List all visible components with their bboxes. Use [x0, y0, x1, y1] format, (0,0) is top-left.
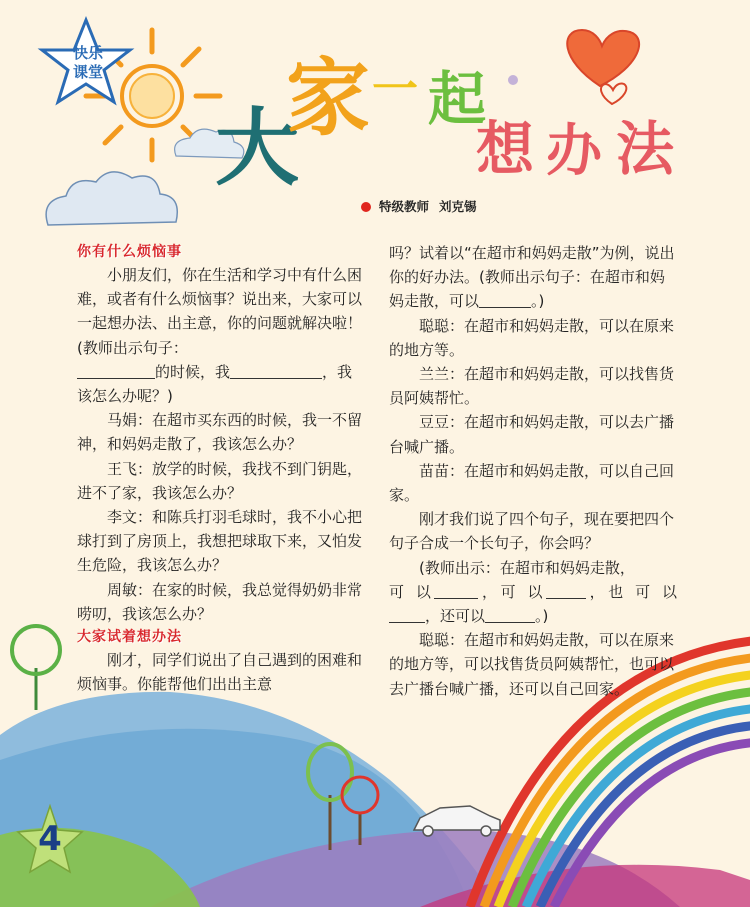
- paragraph-text: 李文：和陈兵打羽毛球时，我不小心把球打到了房顶上，我想把球取下来，又怕发生危险，我该怎么办？: [77, 508, 363, 575]
- section-heading: 你有什么烦恼事: [77, 244, 182, 260]
- paragraph: [77, 263, 364, 360]
- title-char: 大: [215, 99, 300, 197]
- title-char: 想: [476, 115, 535, 183]
- heart-icon: [567, 30, 639, 104]
- paragraph: [77, 360, 364, 384]
- paragraph: [77, 648, 364, 696]
- paragraph-text: 。): [531, 292, 545, 311]
- paragraph-text: 。): [535, 607, 549, 626]
- paragraph-text: 吗？试着以“在超市和妈妈走散”为例，说出你的好办法。(教师出示句子：在超市和妈妈走散，可以: [389, 244, 675, 311]
- paragraph-text: 的时候，我: [155, 362, 231, 381]
- fill-blank: [434, 584, 478, 599]
- left-column: [77, 241, 364, 696]
- title-char: 法: [616, 115, 675, 183]
- cloud-icon: [46, 172, 177, 225]
- byline-name: 刘克锡: [439, 199, 477, 214]
- title-char: 办: [546, 119, 602, 184]
- title-char: 起: [428, 65, 487, 133]
- paragraph: [77, 578, 364, 626]
- badge-line-1: 快乐: [72, 44, 103, 62]
- badge-line-2: 课堂: [72, 63, 103, 81]
- tree-icon: [12, 626, 60, 710]
- paragraph-text: 聪聪：在超市和妈妈走散，可以在原来的地方等。: [389, 316, 675, 359]
- paragraph: [389, 241, 677, 314]
- fill-blank: [479, 293, 531, 308]
- page-number: 4: [38, 819, 62, 859]
- paragraph: [389, 556, 677, 580]
- paragraph-text: 刚才我们说了四个句子，现在要把四个句子合成一个长句子，你会吗？: [389, 510, 675, 553]
- paragraph-text: ，我: [322, 362, 353, 381]
- paragraph-text: 小朋友们，你在生活和学习中有什么困难，或者有什么烦恼事？说出来，大家可以一起想办法、出主意，你的问题就解决啦！(教师出示句子：: [77, 266, 363, 357]
- fill-blank: [546, 584, 586, 599]
- paragraph: [389, 507, 677, 555]
- paragraph-text: 周敏：在家的时候，我总觉得奶奶非常唠叨，我该怎么办？: [77, 580, 363, 623]
- title-char: 家: [286, 49, 371, 147]
- paragraph: [77, 384, 364, 408]
- fill-blank: [485, 608, 535, 623]
- paragraph-text: 聪聪：在超市和妈妈走散，可以在原来的地方等，可以找售货员阿姨帮忙，也可以去广播台喊广播，还可以自己回家。: [389, 631, 675, 698]
- paragraph-text: 该怎么办呢？): [77, 387, 173, 406]
- paragraph: [389, 362, 677, 410]
- paragraph-text: 王飞：放学的时候，我找不到门钥匙，进不了家，我该怎么办？: [77, 459, 363, 502]
- paragraph: [389, 410, 677, 458]
- paragraph: [389, 459, 677, 507]
- paragraph-text: 刚才，同学们说出了自己遇到的困难和烦恼事。你能帮他们出出主意: [77, 651, 363, 694]
- paragraph-text: 豆豆：在超市和妈妈走散，可以去广播台喊广播。: [389, 413, 675, 456]
- paragraph-text: ，还可以: [425, 607, 486, 626]
- paragraph: [389, 314, 677, 362]
- title-char: 一: [372, 62, 418, 116]
- paragraph-text: 马娟：在超市买东西的时候，我一不留神，和妈妈走散了，我该怎么办？: [77, 411, 363, 454]
- fill-blank: [77, 364, 155, 379]
- fill-blank: [389, 608, 425, 623]
- paragraph-text: 兰兰：在超市和妈妈走散，可以找售货员阿姨帮忙。: [389, 365, 675, 408]
- paragraph: [389, 604, 677, 628]
- section-heading: 大家试着想办法: [77, 629, 182, 646]
- paragraph-text: 可 以: [389, 582, 435, 601]
- paragraph: [77, 408, 364, 456]
- right-column: [389, 241, 677, 701]
- byline: [361, 197, 477, 215]
- byline-role: 特级教师: [379, 199, 430, 214]
- paragraph: [389, 580, 677, 604]
- bullet-dot-icon: [361, 202, 371, 212]
- fill-blank: [230, 364, 322, 379]
- paragraph: [77, 457, 364, 505]
- paragraph-text: (教师出示：在超市和妈妈走散，: [419, 558, 635, 577]
- paragraph-text: ，可 以: [478, 582, 547, 601]
- column-badge: [58, 44, 118, 82]
- paragraph: [389, 628, 677, 701]
- paragraph: [77, 505, 364, 578]
- paragraph-text: 苗苗：在超市和妈妈走散，可以自己回家。: [389, 461, 675, 505]
- paragraph-text: ，也 可 以: [586, 582, 677, 601]
